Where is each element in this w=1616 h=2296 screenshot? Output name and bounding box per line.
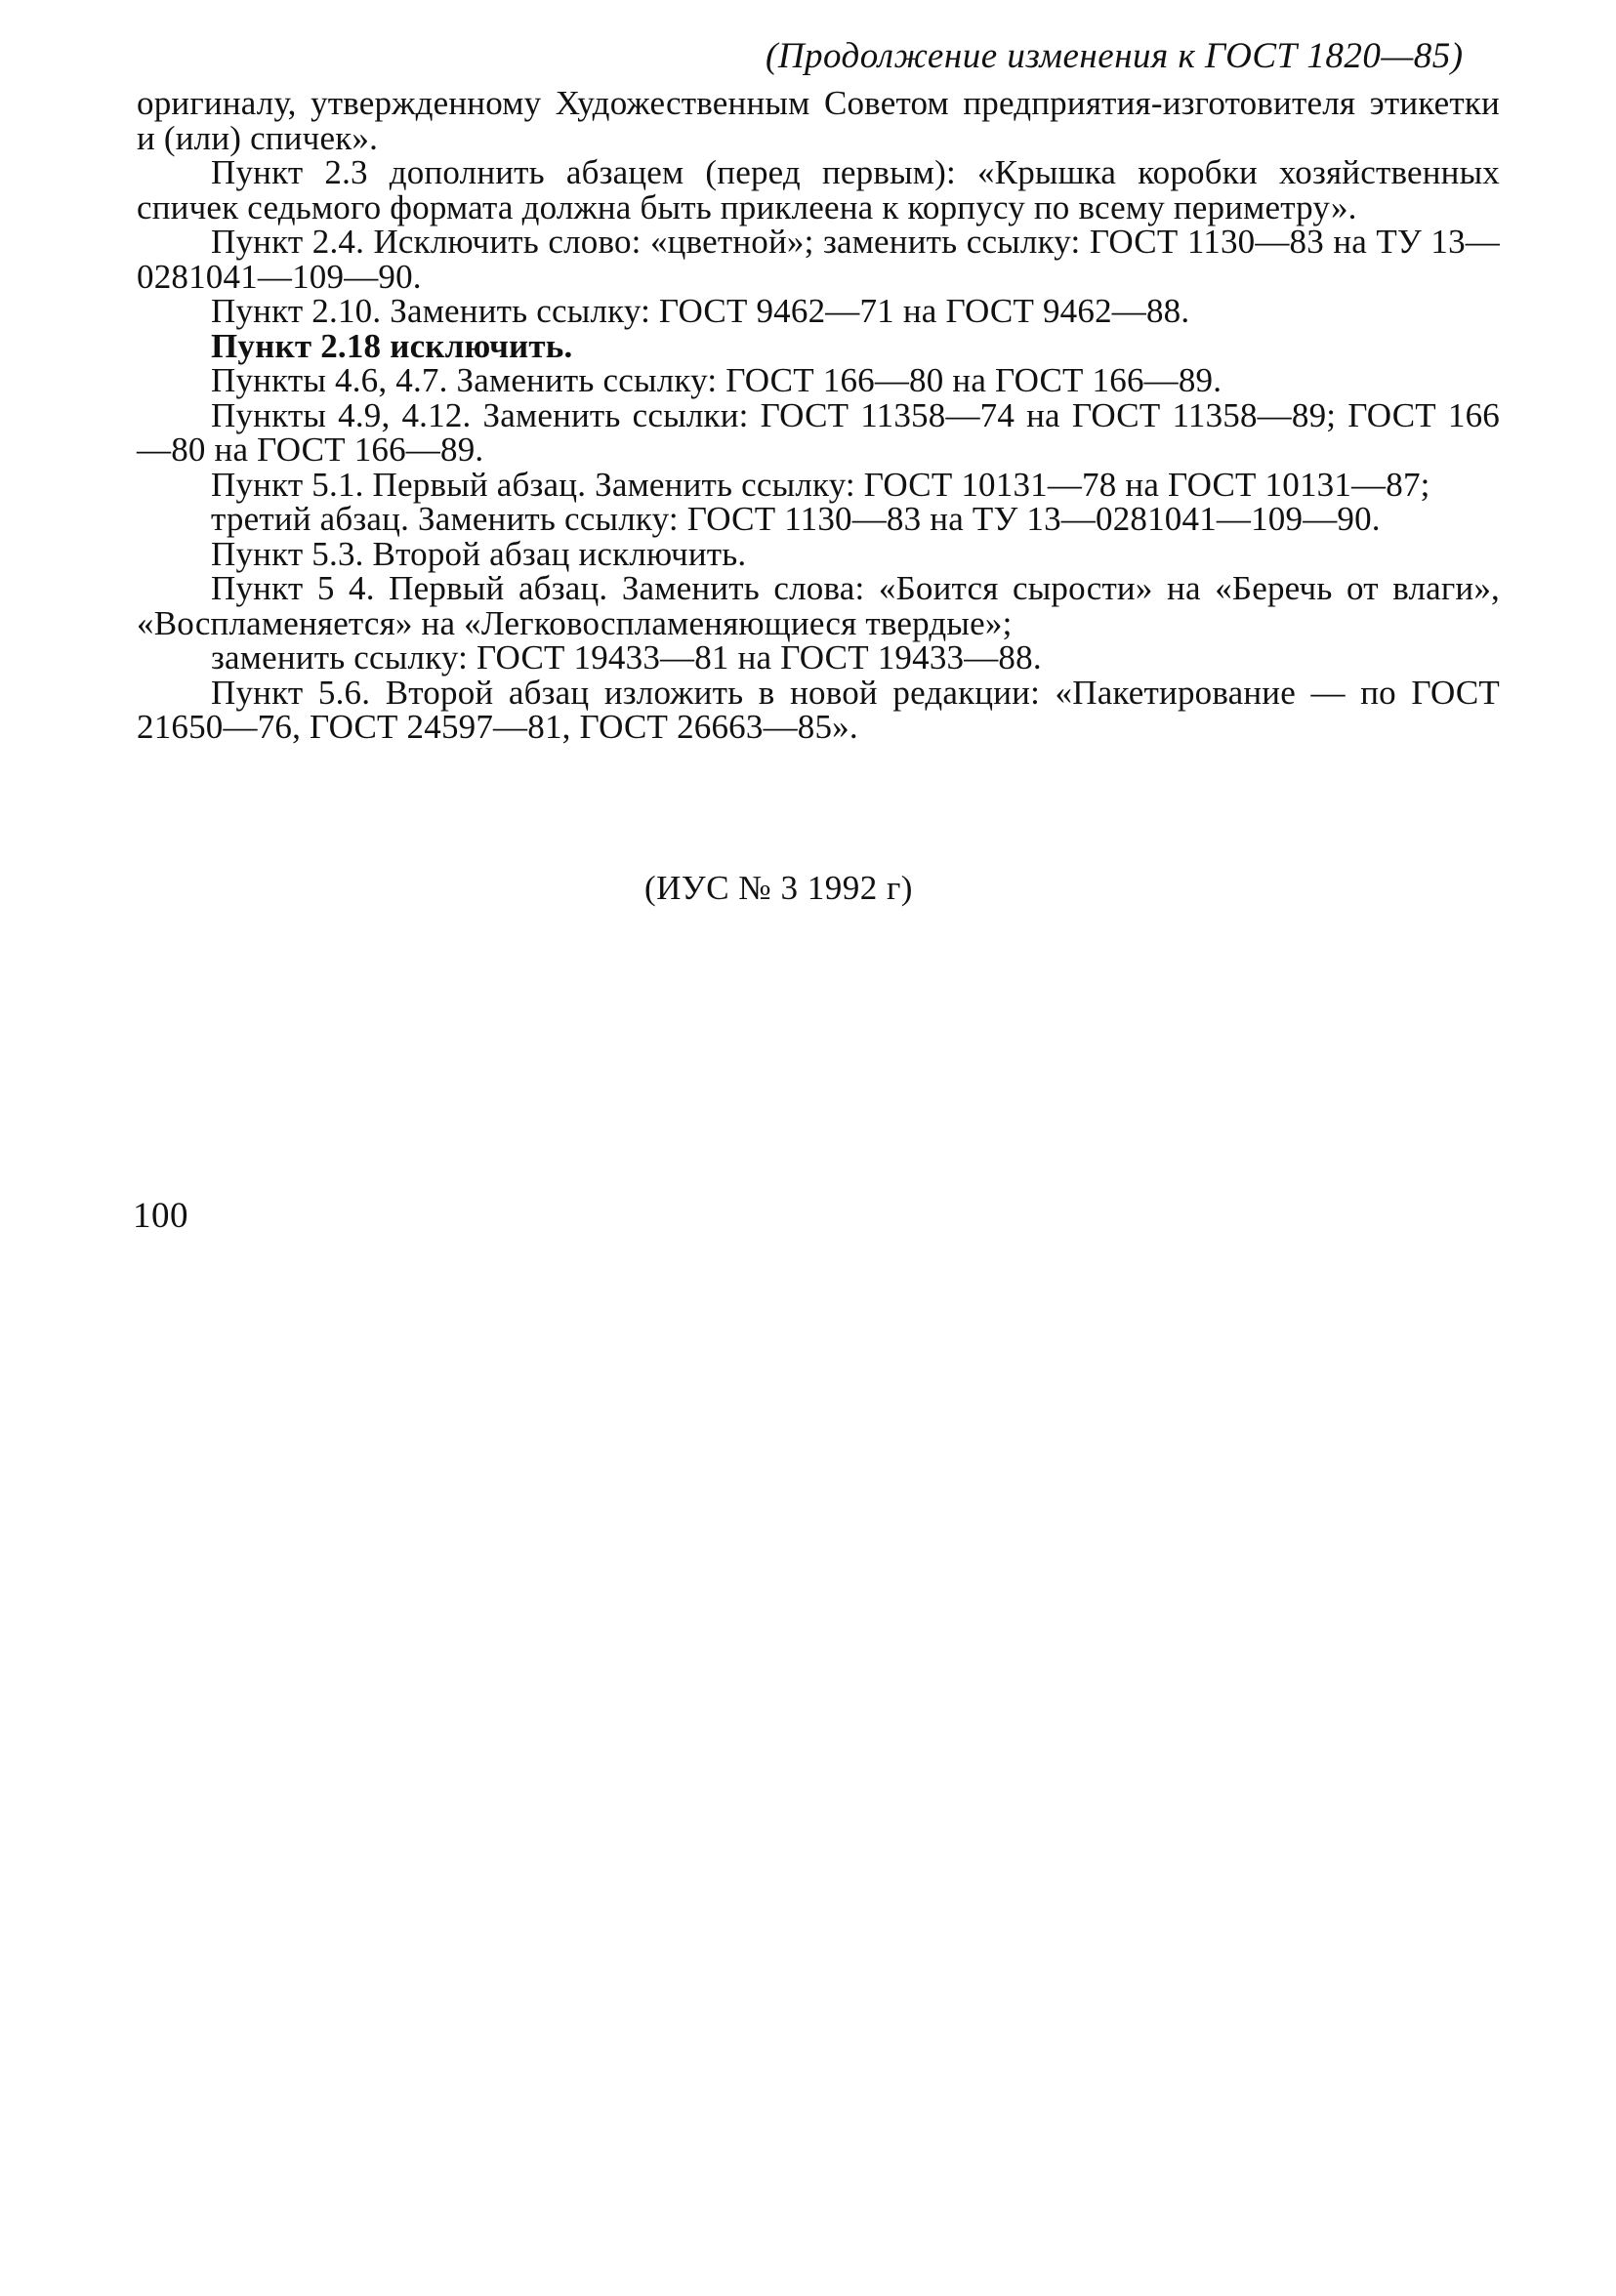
paragraph-12: заменить ссылку: ГОСТ 19433—81 на ГОСТ 19433—88. bbox=[211, 638, 1042, 676]
paragraph-4: Пункт 2.10. Заменить ссылку: ГОСТ 9462—71 на ГОСТ 9462—88. bbox=[211, 292, 1190, 330]
ius-citation: (ИУС № 3 1992 г) bbox=[644, 869, 913, 907]
paragraph-9: третий абзац. Заменить ссылку: ГОСТ 1130—83 на ТУ 13—0281041—109—90. bbox=[211, 500, 1381, 538]
continuation-header: (Продолжение изменения к ГОСТ 1820—85) bbox=[766, 36, 1464, 76]
paragraph-13: Пункт 5.6. Второй абзац изложить в новой редакции: «Пакетирование — по ГОСТ 21650—76, ГОСТ 24597—81, ГОСТ 26663—85». bbox=[137, 673, 1500, 746]
paragraph-10: Пункт 5.3. Второй абзац исключить. bbox=[211, 534, 747, 573]
paragraph-8: Пункт 5.1. Первый абзац. Заменить ссылку: ГОСТ 10131—78 на ГОСТ 10131—87; bbox=[211, 465, 1430, 504]
paragraph-11: Пункт 5 4. Первый абзац. Заменить слова: «Боится сырости» на «Беречь от влаги», «Воспламеняется» на «Легковоспламеняющиеся твердые»; bbox=[137, 569, 1500, 642]
page-number: 100 bbox=[133, 1196, 188, 1236]
amendment-body bbox=[137, 86, 1500, 745]
paragraph-2: Пункт 2.3 дополнить абзацем (перед первым): «Крышка коробки хозяйственных спичек седьмого формата должна быть приклеена к корпусу по всему периметру». bbox=[137, 153, 1500, 226]
paragraph-6: Пункты 4.6, 4.7. Заменить ссылку: ГОСТ 166—80 на ГОСТ 166—89. bbox=[211, 361, 1222, 399]
paragraph-7: Пункты 4.9, 4.12. Заменить ссылки: ГОСТ 11358—74 на ГОСТ 11358—89; ГОСТ 166—80 на ГОСТ 166—89. bbox=[137, 395, 1500, 469]
paragraph-1: оригиналу, утвержденному Художественным Советом предприятия-изготовителя этикетки и (или) спичек». bbox=[137, 84, 1500, 157]
paragraph-5: Пункт 2.18 исключить. bbox=[211, 326, 573, 365]
paragraph-3: Пункт 2.4. Исключить слово: «цветной»; заменить ссылку: ГОСТ 1130—83 на ТУ 13—0281041—109—90. bbox=[137, 223, 1500, 296]
